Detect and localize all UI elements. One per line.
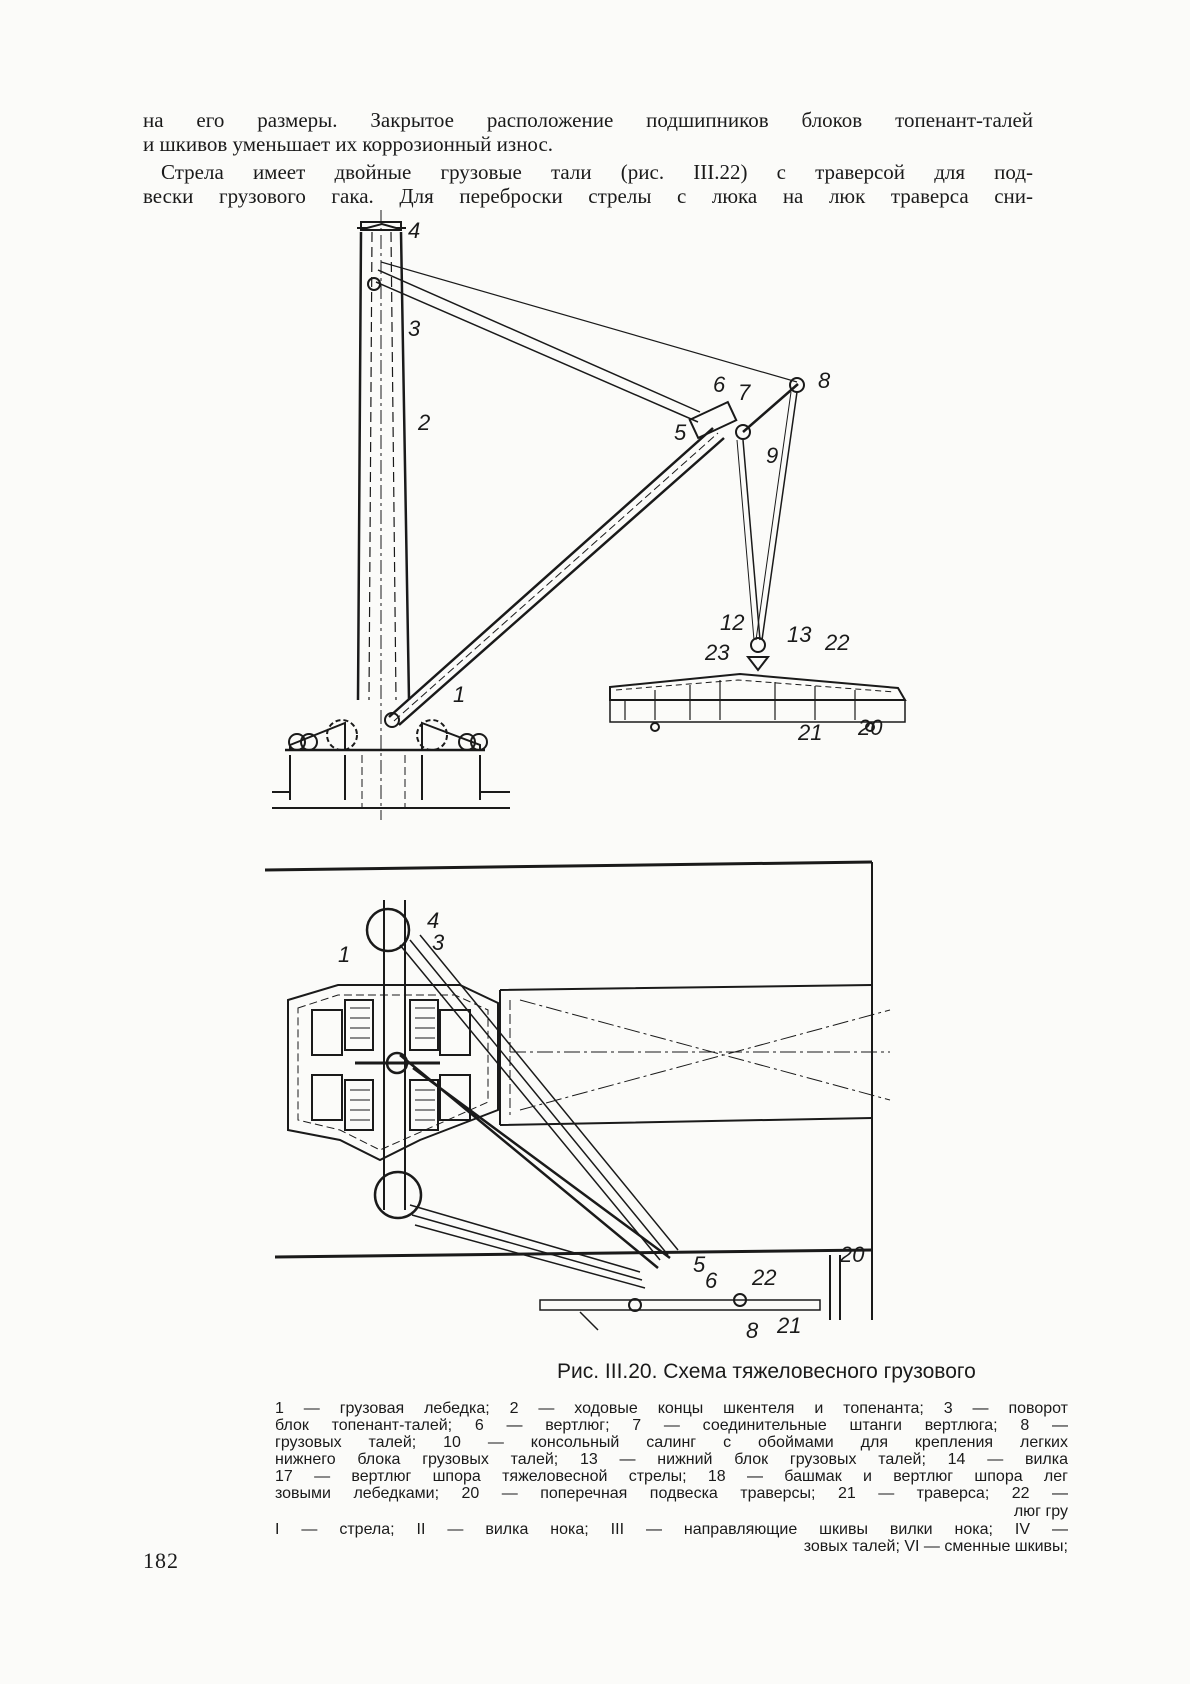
label-plan-5: 5 — [693, 1252, 706, 1277]
label-side-20: 20 — [858, 715, 883, 740]
label-plan-21: 21 — [777, 1313, 802, 1338]
label-plan-20: 20 — [840, 1242, 865, 1267]
legend-line-8: I — стрела; II — вилка нока; III — направляющие шкивы вилки нока; IV — — [275, 1521, 1068, 1538]
label-side-5: 5 — [674, 420, 687, 445]
label-side-6: 6 — [713, 372, 726, 397]
legend-line-6: зовыми лебедками; 20 — поперечная подвеска траверсы; 21 — траверса; 22 — — [275, 1485, 1068, 1502]
legend-line-9: зовых талей; VI — сменные шкивы; — [803, 1538, 1068, 1555]
label-plan-22: 22 — [752, 1265, 777, 1290]
label-plan-6: 6 — [705, 1268, 718, 1293]
body-line-4: вески грузового гака. Для переброски стрелы с люка на люк траверса сни- — [143, 184, 1033, 208]
legend-line-7: люг гру — [1013, 1503, 1068, 1520]
body-line-2: и шкивов уменьшает их коррозионный износ. — [143, 132, 554, 156]
legend-line-3: грузовых талей; 10 — консольный салинг с обоймами для крепления легких — [275, 1434, 1068, 1451]
label-side-23: 23 — [705, 640, 730, 665]
label-side-21: 21 — [798, 720, 823, 745]
label-plan-4: 4 — [427, 908, 440, 933]
legend-line-5: 17 — вертлюг шпора тяжеловесной стрелы; 18 — башмак и вертлюг шпора лег — [275, 1468, 1068, 1485]
legend-line-2: блок топенант-талей; 6 — вертлюг; 7 — соединительные штанги вертлюга; 8 — — [275, 1417, 1068, 1434]
plan-view — [265, 862, 890, 1330]
page-number: 182 — [143, 1548, 179, 1573]
label-side-12: 12 — [720, 610, 745, 635]
label-plan-8: 8 — [746, 1318, 759, 1343]
label-side-13: 13 — [787, 622, 812, 647]
label-side-9: 9 — [766, 443, 779, 468]
label-side-2: 2 — [418, 410, 431, 435]
legend-line-1: 1 — грузовая лебедка; 2 — ходовые концы шкентеля и топенанта; 3 — поворот — [275, 1400, 1068, 1417]
label-side-4: 4 — [408, 218, 421, 243]
label-side-7: 7 — [738, 380, 751, 405]
label-side-22: 22 — [825, 630, 850, 655]
figure-caption: Рис. III.20. Схема тяжеловесного грузового — [557, 1360, 976, 1383]
legend-line-4: нижнего блока грузовых талей; 13 — нижний блок грузовых талей; 14 — вилка — [275, 1451, 1068, 1468]
label-side-8: 8 — [818, 368, 831, 393]
label-plan-1: 1 — [338, 942, 351, 967]
body-line-1: на его размеры. Закрытое расположение подшипников блоков топенант-талей — [143, 108, 1033, 132]
body-line-3: Стрела имеет двойные грузовые тали (рис. III.22) с траверсой для под- — [161, 160, 1033, 184]
label-side-1: 1 — [453, 682, 466, 707]
figure-labels — [338, 218, 883, 1343]
label-plan-3: 3 — [432, 930, 445, 955]
label-side-3: 3 — [408, 316, 421, 341]
